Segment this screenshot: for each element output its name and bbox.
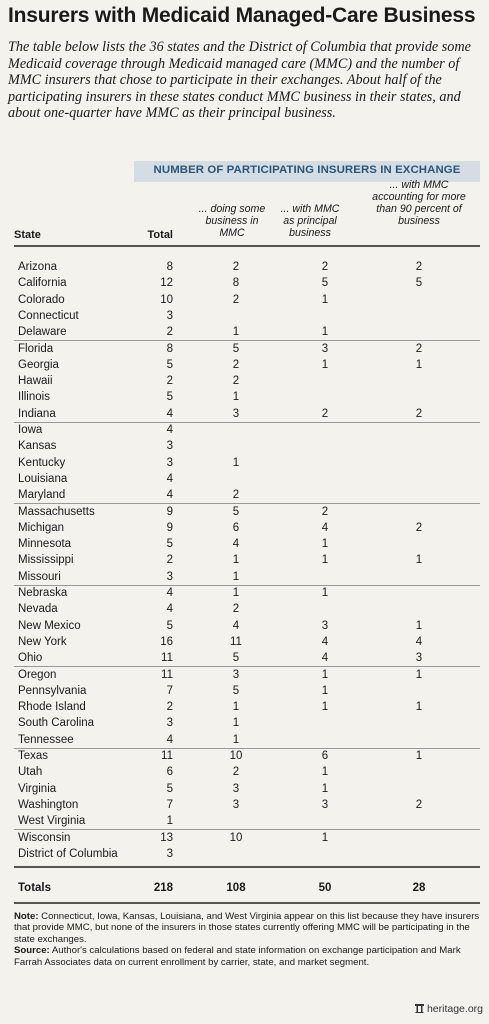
mmc-90-percent-cell: 5: [415, 277, 423, 290]
table-row: [0, 748, 489, 764]
table-row: [0, 683, 489, 699]
total-cell: 11: [161, 652, 173, 665]
state-cell: Massachusetts: [18, 505, 95, 518]
mmc-principal-cell: 1: [321, 326, 329, 339]
table-row: [0, 389, 489, 405]
total-cell: 3: [166, 440, 173, 453]
doing-some-mmc-cell: 3: [232, 407, 240, 420]
doing-some-mmc-cell: 3: [232, 668, 240, 681]
state-cell: New York: [18, 635, 67, 648]
header-total: Total: [147, 229, 173, 241]
note-label: Note:: [14, 911, 39, 922]
state-cell: California: [18, 277, 67, 290]
total-cell: 4: [166, 407, 173, 420]
doing-some-mmc-cell: 1: [232, 733, 240, 746]
doing-some-mmc-cell: 2: [232, 603, 240, 616]
state-cell: Kansas: [18, 440, 57, 453]
header-line: business: [398, 215, 440, 227]
state-cell: Rhode Island: [18, 701, 86, 714]
lamp-icon: [415, 1003, 424, 1013]
state-cell: Colorado: [18, 293, 65, 306]
header-line: ... with MMC: [389, 179, 449, 191]
body-bottom-rule: [14, 866, 480, 868]
table-row: [0, 781, 489, 797]
footer-site: heritage.org: [426, 1003, 483, 1015]
mmc-principal-cell: 1: [321, 587, 329, 599]
header-line: ... doing some: [198, 203, 266, 215]
total-cell: 4: [166, 587, 173, 599]
mmc-principal-cell: 1: [321, 293, 329, 306]
total-cell: 3: [166, 717, 173, 730]
table-row: [0, 667, 489, 683]
total-cell: 218: [153, 882, 173, 895]
total-cell: 2: [166, 326, 173, 339]
state-cell: Kentucky: [18, 456, 66, 469]
state-cell: South Carolina: [18, 717, 95, 730]
total-cell: 7: [166, 684, 173, 697]
notes: [14, 911, 484, 968]
state-cell: Arizona: [18, 261, 57, 273]
state-cell: Minnesota: [18, 538, 72, 551]
mmc-principal-cell: 4: [321, 652, 329, 665]
header-rule: [14, 245, 480, 247]
mmc-principal-cell: 1: [321, 538, 329, 551]
state-cell: Texas: [18, 750, 49, 762]
note-text: Connecticut, Iowa, Kansas, Louisiana, and West Virginia appear on this list because they have insurers that provide MMC, but none of the insurers in those states currently offering MMC will be participating in the state exchanges.: [14, 911, 480, 945]
mmc-90-percent-cell: 3: [415, 652, 423, 665]
table-row: [0, 650, 489, 666]
total-cell: 12: [160, 277, 173, 290]
header-line: MMC: [219, 227, 245, 239]
table-row: [0, 308, 489, 324]
state-cell: West Virginia: [18, 815, 86, 828]
mmc-90-percent-cell: 1: [415, 668, 423, 681]
state-cell: Indiana: [18, 407, 56, 420]
mmc-90-percent-cell: 1: [415, 358, 423, 371]
total-cell: 1: [166, 815, 173, 828]
doing-some-mmc-cell: 2: [232, 489, 240, 502]
table-row: [0, 357, 489, 373]
doing-some-mmc-cell: 3: [232, 798, 240, 811]
state-cell: Mississippi: [18, 554, 74, 567]
doing-some-mmc-cell: 2: [232, 261, 240, 273]
state-cell: Maryland: [18, 489, 66, 502]
doing-some-mmc-cell: 2: [232, 293, 240, 306]
doing-some-mmc-cell: 11: [230, 635, 242, 648]
table-row: [0, 471, 489, 487]
table-row: [0, 504, 489, 520]
table-row: [0, 324, 489, 340]
state-cell: Illinois: [18, 391, 50, 404]
total-cell: 3: [166, 570, 173, 583]
doing-some-mmc-cell: 5: [232, 342, 240, 355]
table-row: [0, 536, 489, 552]
total-cell: 5: [166, 619, 173, 632]
mmc-principal-cell: 3: [321, 798, 329, 811]
doing-some-mmc-cell: 4: [232, 538, 240, 551]
mmc-90-percent-cell: 4: [415, 635, 423, 648]
total-cell: 4: [166, 489, 173, 502]
state-cell: Missouri: [18, 570, 61, 583]
total-cell: 9: [166, 505, 173, 518]
table-row: [0, 455, 489, 471]
state-cell: District of Columbia: [18, 847, 118, 860]
doing-some-mmc-cell: 2: [232, 375, 240, 388]
state-cell: Virginia: [18, 782, 57, 795]
mmc-principal-cell: 3: [321, 342, 329, 355]
table-row: [0, 406, 489, 422]
table-row: [0, 259, 489, 275]
doing-some-mmc-cell: 4: [232, 619, 240, 632]
source-label: Source:: [14, 945, 50, 957]
state-cell: Nebraska: [18, 587, 68, 599]
table-row: [0, 487, 489, 503]
mmc-90-percent-cell: 1: [415, 554, 423, 567]
header-line: business in: [205, 215, 259, 227]
total-cell: 8: [166, 261, 173, 273]
total-cell: 3: [166, 456, 173, 469]
table-row: [0, 634, 489, 650]
doing-some-mmc-cell: 1: [232, 717, 240, 730]
doing-some-mmc-cell: 10: [229, 831, 243, 844]
table-row: [0, 618, 489, 634]
state-cell: Washington: [18, 798, 79, 811]
table-row: [0, 569, 489, 585]
table-row: [0, 585, 489, 601]
total-cell: 3: [166, 847, 173, 860]
doing-some-mmc-cell: 5: [232, 652, 240, 665]
mmc-principal-cell: 6: [321, 750, 329, 762]
total-cell: 11: [161, 668, 173, 681]
doing-some-mmc-cell: 3: [232, 782, 240, 795]
doing-some-mmc-cell: 1: [232, 554, 240, 567]
mmc-principal-cell: 4: [321, 521, 329, 534]
total-cell: 2: [166, 701, 173, 714]
total-cell: 4: [166, 733, 173, 746]
total-cell: 5: [166, 391, 173, 404]
total-cell: 2: [166, 554, 173, 567]
doing-some-mmc-cell: 5: [232, 505, 240, 518]
doing-some-mmc-cell: 6: [232, 521, 240, 534]
mmc-90-percent-cell: 2: [415, 261, 423, 273]
mmc-principal-cell: 1: [321, 358, 329, 371]
mmc-90-percent-cell: 1: [415, 750, 423, 762]
mmc-principal-cell: 1: [321, 782, 329, 795]
total-cell: 3: [166, 309, 173, 322]
doing-some-mmc-cell: 1: [232, 701, 240, 714]
table-row: [0, 699, 489, 715]
table-row: [0, 292, 489, 308]
mmc-principal-cell: 5: [321, 277, 329, 290]
header-line: business: [289, 227, 331, 239]
doing-some-mmc-cell: 10: [229, 750, 243, 762]
page-title: Insurers with Medicaid Managed-Care Business: [8, 4, 476, 27]
header-line: than 90 percent of: [376, 203, 462, 215]
table-row: [0, 813, 489, 829]
table-row: [0, 601, 489, 617]
mmc-principal-cell: 4: [321, 635, 329, 648]
total-cell: 4: [166, 424, 173, 436]
mmc-principal-cell: 1: [321, 668, 329, 681]
intro-paragraph: The table below lists the 36 states and the District of Columbia that provide some Medicaid coverage through Medicaid managed care (MMC) and the number of MMC insurers that chose to participate in their exchanges. About half of the participating insurers in these states conduct MMC business in their states, and about one-quarter have MMC as their principal business.: [8, 39, 471, 122]
mmc-90-percent-cell: 2: [415, 798, 423, 811]
state-cell: Florida: [18, 342, 54, 355]
state-cell: Michigan: [18, 521, 65, 534]
total-cell: 5: [166, 538, 173, 551]
header-mmc-90-percent: [356, 179, 482, 227]
state-cell: Louisiana: [18, 472, 68, 485]
mmc-90-percent-cell: 1: [415, 701, 423, 714]
group-header-title: NUMBER OF PARTICIPATING INSURERS IN EXCHANGE: [153, 164, 461, 176]
total-cell: 9: [166, 521, 173, 534]
total-cell: 6: [166, 766, 173, 779]
state-cell: Hawaii: [18, 375, 53, 388]
table-row: [0, 373, 489, 389]
totals-label: Totals: [18, 882, 52, 895]
mmc-90-percent-cell: 2: [415, 407, 423, 420]
mmc-90-percent-cell: 1: [415, 619, 423, 632]
mmc-principal-cell: 1: [321, 766, 329, 779]
state-cell: Pennsylvania: [18, 684, 87, 697]
total-cell: 10: [160, 293, 173, 306]
state-cell: Nevada: [18, 603, 58, 616]
table-row: [0, 732, 489, 748]
mmc-principal-cell: 2: [321, 505, 329, 518]
state-cell: Oregon: [18, 668, 57, 681]
header-state: State: [14, 229, 41, 241]
mmc-principal-cell: 1: [321, 684, 329, 697]
total-cell: 8: [166, 342, 173, 355]
totals-bottom-rule: [14, 902, 480, 904]
state-cell: Delaware: [18, 326, 67, 339]
total-cell: 4: [166, 603, 173, 616]
source-text: Author's calculations based on federal and state information on exchange participation and Mark Farrah Associates data on current enrollment by carrier, state, and market segment.: [14, 945, 461, 968]
doing-some-mmc-cell: 2: [232, 358, 240, 371]
header-line: ... with MMC: [280, 203, 340, 215]
totals-row: [0, 880, 489, 896]
state-cell: Ohio: [18, 652, 43, 665]
doing-some-mmc-cell: 8: [232, 277, 240, 290]
table-row: [0, 422, 489, 438]
header-line: accounting for more: [372, 191, 466, 203]
mmc-principal-cell: 3: [321, 619, 329, 632]
total-cell: 2: [166, 375, 173, 388]
total-cell: 11: [161, 750, 173, 762]
doing-some-mmc-cell: 1: [232, 456, 240, 469]
table-row: [0, 764, 489, 780]
state-cell: New Mexico: [18, 619, 81, 632]
table-row: [0, 797, 489, 813]
doing-some-mmc-cell: 1: [232, 570, 240, 583]
state-cell: Connecticut: [18, 309, 79, 322]
header-line: as principal: [283, 215, 337, 227]
total-cell: 5: [166, 358, 173, 371]
total-cell: 4: [166, 472, 173, 485]
table-row: [0, 552, 489, 568]
state-cell: Tennessee: [18, 733, 74, 746]
total-cell: 13: [160, 831, 173, 844]
table-row: [0, 275, 489, 291]
mmc-principal-cell: 2: [321, 261, 329, 273]
doing-some-mmc-cell: 1: [232, 391, 240, 404]
doing-some-mmc-cell: 5: [232, 684, 240, 697]
state-cell: Utah: [18, 766, 43, 779]
mmc-90-percent-cell: 2: [415, 342, 423, 355]
state-cell: Georgia: [18, 358, 59, 371]
mmc-principal-cell: 1: [321, 701, 329, 714]
doing-some-mmc-cell: 1: [232, 326, 240, 339]
doing-some-mmc-cell: 108: [226, 882, 246, 895]
table-row: [0, 830, 489, 846]
table-row: [0, 341, 489, 357]
doing-some-mmc-cell: 1: [232, 587, 240, 599]
mmc-principal-cell: 2: [321, 407, 329, 420]
doing-some-mmc-cell: 2: [232, 766, 240, 779]
mmc-principal-cell: 50: [318, 882, 332, 895]
mmc-principal-cell: 1: [321, 554, 329, 567]
total-cell: 16: [160, 635, 173, 648]
mmc-90-percent-cell: 2: [415, 521, 423, 534]
mmc-90-percent-cell: 28: [412, 882, 426, 895]
header-mmc-principal: [262, 203, 358, 239]
mmc-principal-cell: 1: [321, 831, 329, 844]
table-row: [0, 520, 489, 536]
table-row: [0, 715, 489, 731]
total-cell: 5: [166, 782, 173, 795]
footer: [395, 1003, 483, 1015]
state-cell: Wisconsin: [18, 831, 71, 844]
state-cell: Iowa: [18, 424, 43, 436]
table-row: [0, 846, 489, 862]
total-cell: 7: [166, 798, 173, 811]
table-row: [0, 438, 489, 454]
